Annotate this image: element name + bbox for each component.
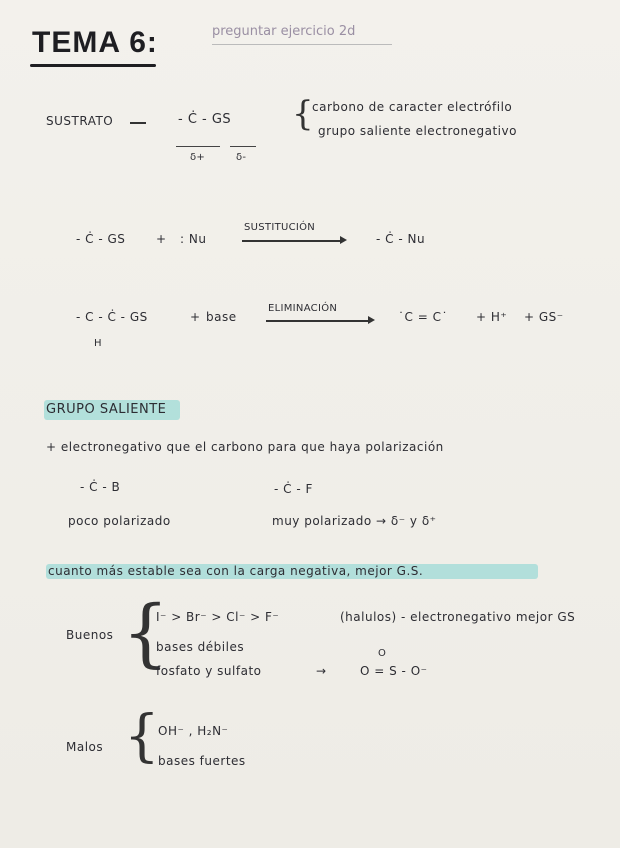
malos-label: Malos: [66, 740, 104, 754]
note-underline: [212, 44, 392, 45]
malos-brace: {: [124, 704, 160, 769]
delta-plus: δ+: [190, 152, 206, 163]
example-1-formula: - Ċ - B: [80, 480, 121, 494]
buenos-item-2: bases débiles: [156, 640, 245, 654]
buenos-item-3-formula: O = S - O⁻: [360, 664, 428, 678]
eliminacion-product: ˙C = C˙: [398, 310, 448, 324]
buenos-item-3: fosfato y sulfato: [156, 664, 262, 678]
sustitucion-nucleophile: : Nu: [180, 232, 207, 246]
sustrato-brace: {: [292, 94, 314, 134]
sustitucion-reactant: - Ċ - GS: [76, 232, 126, 246]
buenos-item-1: I⁻ > Br⁻ > Cl⁻ > F⁻: [156, 610, 280, 624]
sustrato-arrow: [130, 122, 146, 124]
eliminacion-byproduct-2: + GS⁻: [524, 310, 564, 324]
eliminacion-reactant: - C - Ċ - GS: [76, 310, 148, 324]
example-1-label: poco polarizado: [68, 514, 171, 528]
sustitucion-arrow-label: SUSTITUCIÓN: [244, 222, 316, 233]
sustrato-label: SUSTRATO: [46, 114, 114, 128]
eliminacion-arrow-label: ELIMINACIÓN: [268, 303, 338, 314]
eliminacion-plus: +: [190, 310, 201, 324]
buenos-label: Buenos: [66, 628, 114, 642]
header-note: preguntar ejercicio 2d: [212, 24, 356, 39]
example-2-formula: - Ċ - F: [274, 482, 313, 496]
sustrato-formula: - Ċ - GS: [178, 112, 232, 127]
buenos-item-1-note: (halulos) - electronegativo mejor GS: [340, 610, 576, 624]
grupo-saliente-heading: GRUPO SALIENTE: [46, 402, 167, 417]
sustitucion-product: - Ċ - Nu: [376, 232, 426, 246]
example-2-label: muy polarizado → δ⁻ y δ⁺: [272, 514, 437, 528]
eliminacion-base: base: [206, 310, 237, 324]
buenos-item-3-top: O: [378, 648, 387, 659]
eliminacion-byproduct-1: + H⁺: [476, 310, 508, 324]
sustitucion-plus: +: [156, 232, 167, 246]
grupo-saliente-statement: + electronegativo que el carbono para que haya polarización: [46, 440, 444, 454]
delta-minus-bracket: [230, 146, 256, 147]
page-title: TEMA 6:: [32, 26, 158, 59]
sustitucion-arrow-line: [242, 240, 342, 242]
estabilidad-statement: cuanto más estable sea con la carga negativa, mejor G.S.: [48, 564, 424, 578]
eliminacion-hydrogen: H: [94, 338, 102, 349]
delta-minus: δ-: [236, 152, 247, 163]
malos-item-1: OH⁻ , H₂N⁻: [158, 724, 229, 738]
eliminacion-arrow-head: [368, 316, 375, 324]
buenos-brace: {: [122, 590, 170, 676]
title-underline: [30, 64, 156, 67]
buenos-item-3-arrow: →: [316, 664, 327, 678]
sustrato-desc-1: carbono de caracter electrófilo: [312, 100, 513, 114]
sustrato-desc-2: grupo saliente electronegativo: [318, 124, 517, 138]
delta-plus-bracket: [176, 146, 220, 147]
sustitucion-arrow-head: [340, 236, 347, 244]
eliminacion-arrow-line: [266, 320, 370, 322]
malos-item-2: bases fuertes: [158, 754, 246, 768]
